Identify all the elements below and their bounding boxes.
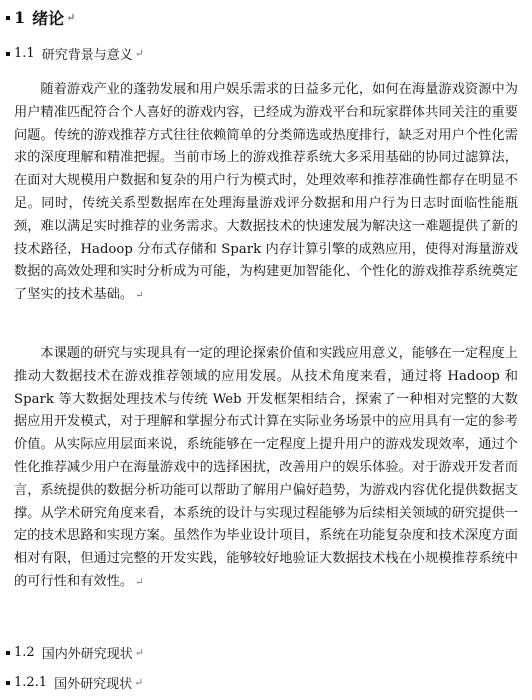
- heading-bullet-icon: [6, 681, 10, 685]
- section-number: 1.2.1: [14, 675, 48, 690]
- paragraph-mark-icon: ↵: [66, 11, 76, 24]
- section-heading-1-1: [6, 44, 144, 63]
- section-number: 1.1: [14, 46, 35, 61]
- section-title: 国内外研究现状: [41, 647, 133, 662]
- paragraph-mark-icon: ↵: [134, 47, 144, 60]
- paragraph-text: 本课题的研究与实现具有一定的理论探索价值和实践应用意义，能够在一定程度上推动大数据技术在游戏推荐领域的应用发展。从技术角度来看，通过将 Hadoop 和 Spark 等大数据处理技术与传统 Web 开发框架相结合，探索了一种相对完整的大数据应用开发模式，对于理解和掌握分布式计算在实际业务场景中的应用具有一定的参考价值。从实际应用层面来说，系统能够在一定程度上提升用户的游戏发现效率，通过个性化推荐减少用户在海量游戏中的选择困扰，改善用户的娱乐体验。对于游戏开发者而言，系统提供的数据分析功能可以帮助了解用户偏好趋势，为游戏内容优化提供数据支撑。从学术研究角度来看，本系统的设计与实现过程能够为后续相关领域的研究提供一定的技术思路和实现方案。虽然作为毕业设计项目，系统在功能复杂度和技术深度方面相对有限，但通过完整的开发实践，能够较好地验证大数据技术栈在小规模推荐系统中的可行性和有效性。: [14, 346, 518, 589]
- section-title: 国外研究现状: [54, 677, 133, 692]
- section-heading-1-2: [6, 643, 144, 662]
- paragraph-mark-icon: ↵: [135, 576, 144, 588]
- paragraph-mark-icon: ↵: [134, 646, 144, 659]
- heading-bullet-icon: [6, 16, 10, 20]
- section-number: 1.2: [14, 645, 35, 660]
- chapter-heading: [6, 6, 75, 29]
- section-heading-1-2-1: [6, 673, 143, 692]
- chapter-number: 1: [14, 8, 26, 27]
- paragraph-text: 随着游戏产业的蓬勃发展和用户娱乐需求的日益多元化，如何在海量游戏资源中为用户精准匹配符合个人喜好的游戏内容，已经成为游戏平台和玩家群体共同关注的重要问题。传统的游戏推荐方式往往依赖简单的分类筛选或热度排行，缺乏对用户个性化需求的深度理解和精准把握。当前市场上的游戏推荐系统大多采用基础的协同过滤算法，在面对大规模用户数据和复杂的用户行为模式时，处理效率和推荐准确性都存在明显不足。同时，传统关系型数据库在处理海量游戏评分数据和用户行为日志时面临性能瓶颈，难以满足实时推荐的业务需求。大数据技术的快速发展为解决这一难题提供了新的技术路径，Hadoop 分布式存储和 Spark 内存计算引擎的成熟应用，使得对海量游戏数据的高效处理和实时分析成为可能，为构建更加智能化、个性化的游戏推荐系统奠定了坚实的技术基础。: [14, 82, 518, 303]
- body-paragraph-2: [14, 343, 518, 595]
- heading-bullet-icon: [6, 52, 10, 56]
- paragraph-mark-icon: ↵: [134, 676, 144, 689]
- heading-bullet-icon: [6, 651, 10, 655]
- section-title: 研究背景与意义: [41, 48, 133, 63]
- body-paragraph-1: [14, 79, 518, 308]
- chapter-title: 绪论: [32, 9, 65, 28]
- paragraph-mark-icon: ↵: [135, 290, 144, 302]
